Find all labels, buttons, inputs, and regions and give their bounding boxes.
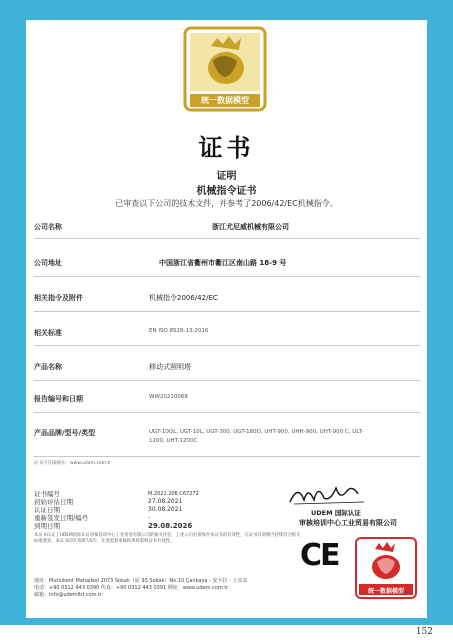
logo-text-top: 统一数据模型 <box>201 96 249 105</box>
label-cert-no: 证书编号 <box>34 490 60 498</box>
field-label: 相关指令及附件 <box>34 294 83 302</box>
field-value: UGT-10QL, UGT-10L, UGT-300, UGT-180D, UHT-900, UHH-900, UHT-900 C, ULT-1200, UHT-1200C <box>149 429 364 444</box>
field-label: 报告编号和日期 <box>34 395 83 403</box>
label-reissue: 重新签发日期/编号 <box>34 514 89 522</box>
field-label: 产品品牌/型号/类型 <box>34 429 96 437</box>
field-label: 产品名称 <box>34 363 62 371</box>
verify-note: 证书可在线核实：www.udem.com.tr <box>34 461 112 466</box>
field-value: WW20210068 <box>149 394 188 400</box>
expiry-date: 29.08.2026 <box>148 522 193 530</box>
divider <box>34 311 420 312</box>
ce-mark <box>300 538 352 573</box>
divider <box>34 412 420 413</box>
divider <box>34 345 420 346</box>
certificate-title: 证书 <box>198 134 255 162</box>
label-cert-date: 认证日期 <box>34 506 60 514</box>
divider <box>34 456 420 457</box>
ce-mark-text: CE <box>300 538 339 573</box>
date-labels <box>34 490 88 530</box>
signature-graphic <box>280 480 380 510</box>
divider <box>34 380 420 381</box>
field-value: 机械指令2006/42/EC <box>149 294 218 302</box>
initial-date: 27.08.2021 <box>148 498 183 505</box>
field-label: 公司地址 <box>34 259 62 267</box>
field-value: 中国浙江省衢州市衢江区南山路 18-9 号 <box>159 259 287 267</box>
label-initial-date: 初始评估日期 <box>34 498 73 506</box>
field-value: EN ISO 8528-13:2016 <box>149 328 209 334</box>
field-label: 公司名称 <box>34 223 62 231</box>
date-values <box>148 490 199 530</box>
field-value: 移动式照明塔 <box>149 363 191 371</box>
subtitle-machinery: 机械指令证书 <box>196 186 257 197</box>
cert-date: 30.08.2021 <box>148 506 183 513</box>
divider <box>34 276 420 277</box>
field-value: 浙江尤尼威机械有限公司 <box>212 223 289 231</box>
label-expiry: 到期日期 <box>34 522 60 530</box>
page-number: 152 <box>415 627 433 637</box>
fine-print: 本证书认证了UDEM国际认证审核培训中心工业贸易有限公司的相关评估，上述公司必须保存本证书的有效性，在证书有效期内持续符合相关标准要求，本证书的有效期为5年，年度监督审核结果将影响证书有效性。 <box>34 533 301 544</box>
reissue-value: - <box>148 514 151 521</box>
divider <box>34 238 420 239</box>
cert-number: M.2021.206.C67272 <box>148 491 199 497</box>
org-name-en: UDEM 国际认证 <box>311 509 361 517</box>
footer <box>34 578 247 599</box>
footer-address: 地址：Mutlukent Mahallesi 2073 Sokak（原 93 Sokak）No:10 Çankaya - 安卡拉 - 土耳其 <box>34 578 248 584</box>
field-label: 相关标准 <box>34 329 62 337</box>
footer-phone: 电话：+90 0312 443 0390 传真：+90 0312 443 0391 网址：www.udem.com.tr <box>34 585 229 591</box>
subtitle-proof: 证明 <box>216 171 237 182</box>
org-name-cn: 审核培训中心工业贸易有限公司 <box>299 519 397 527</box>
logo-text-bottom: 统一数据模型 <box>367 588 404 595</box>
footer-email: 邮箱：info@udemltd.com.tr <box>34 592 103 598</box>
subtitle-statement: 已审查以下公司的技术文件，并参考了2006/42/EC机械指令。 <box>115 199 338 208</box>
